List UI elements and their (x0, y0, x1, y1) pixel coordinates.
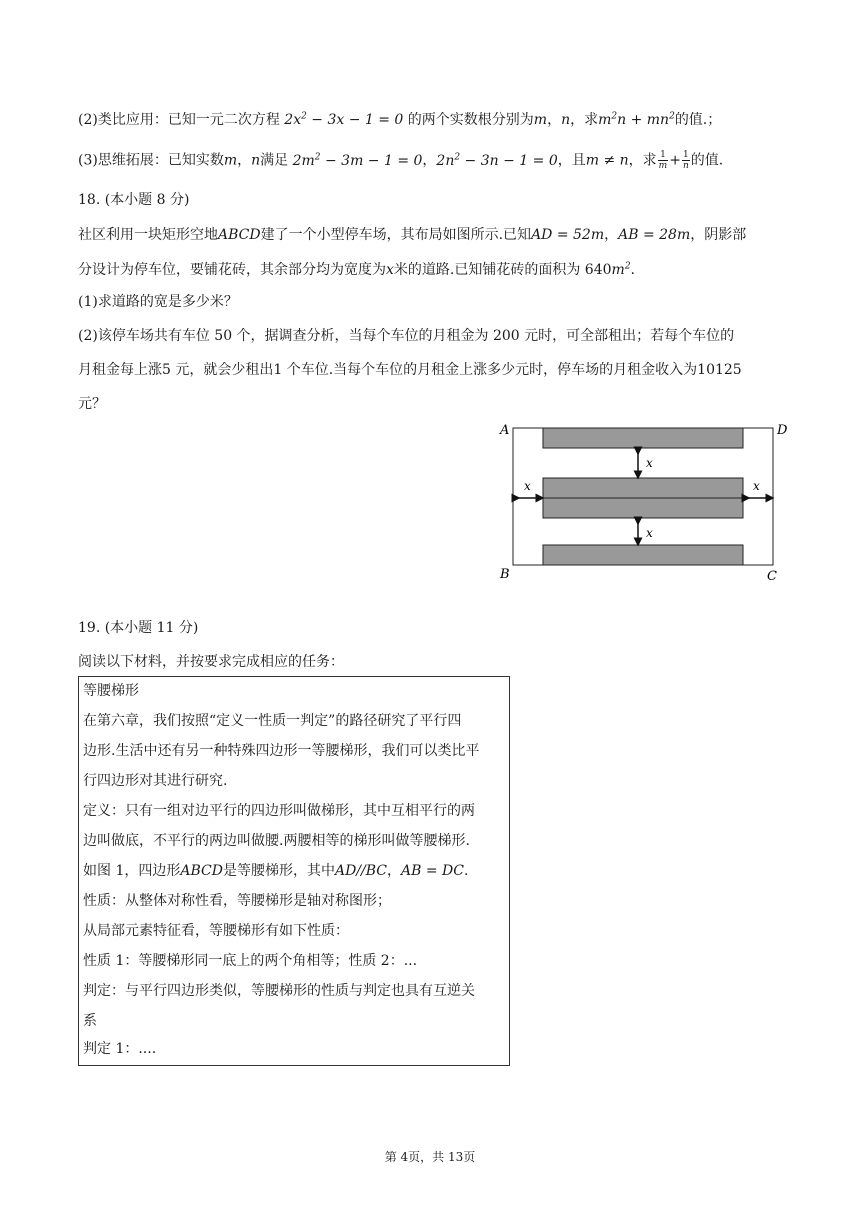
box-line: 在第六章，我们按照“定义一性质一判定”的路径研究了平行四 (83, 713, 462, 729)
box-line: 边形.生活中还有另一种特殊四边形一等腰梯形，我们可以类比平 (83, 743, 480, 759)
label-x-left: x (524, 479, 531, 493)
material-box (78, 676, 510, 1066)
q17-part3: (3)思维拓展：已知实数m，n满足 $2m^2 - 3m - 1 = 0$，$2n^2 - 3n - 1 = 0$，且m ≠ n，求 $\frac{1}{m}$ + $\frac{1}{n}$ 的值. (78, 150, 724, 171)
q18-sub1: (1)求道路的宽是多少米？ (78, 294, 238, 310)
label-d: D (777, 423, 788, 438)
q19-intro: 阅读以下材料，并按要求完成相应的任务： (78, 654, 344, 670)
label-x-top: x (646, 456, 653, 470)
parking-strip-bottom (543, 545, 743, 565)
box-line: 等腰梯形 (83, 683, 139, 699)
box-line: 行四边形对其进行研究. (83, 773, 228, 789)
box-line: 性质 1：等腰梯形同一底上的两个角相等；性质 2：... (83, 953, 418, 969)
parking-strip-middle-upper (543, 478, 743, 498)
q18-header: 18. (本小题 8 分) (78, 192, 190, 208)
q18-sub2-line2: 月租金每上涨5 元，就会少租出1 个车位.当每个车位的月租金上涨多少元时，停车场的月租金收入为10125 (78, 362, 742, 378)
page-footer: 第 4页，共 13页 (384, 1150, 476, 1164)
label-x-bottom: x (646, 526, 653, 540)
parking-strip-top (543, 428, 743, 448)
label-c: C (767, 569, 777, 584)
box-line-figure-ref: 如图 1，四边形ABCD是等腰梯形，其中AD//BC，AB = DC. (83, 863, 469, 879)
q17-part2: (2)类比应用：已知一元二次方程 $2x^2 - 3x - 1 = 0$ 的两个实数根分别为m，n，求$m^2n + mn^2$的值.； (78, 111, 722, 128)
box-line: 判定 1：.... (83, 1041, 157, 1057)
box-line: 定义：只有一组对边平行的四边形叫做梯形，其中互相平行的两 (83, 803, 475, 819)
q18-line2: 分设计为停车位，要铺花砖，其余部分均为宽度为x米的道路.已知铺花砖的面积为 $640m^2$. (78, 261, 635, 278)
box-line: 从局部元素特征看，等腰梯形有如下性质： (83, 923, 349, 939)
box-line: 系 (83, 1013, 97, 1029)
q18-sub2-line3: 元？ (78, 396, 106, 412)
label-x-right: x (753, 479, 760, 493)
q19-header: 19. (本小题 11 分) (78, 620, 199, 636)
parking-strip-middle-lower (543, 498, 743, 518)
box-line: 边叫做底，不平行的两边叫做腰.两腰相等的梯形叫做等腰梯形. (83, 833, 470, 849)
label-a: A (500, 423, 510, 438)
box-line: 判定：与平行四边形类似，等腰梯形的性质与判定也具有互逆关 (83, 983, 475, 999)
q18-line1: 社区利用一块矩形空地ABCD建了一个小型停车场，其布局如图所示.已知AD = 52m，AB = 28m，阴影部 (78, 227, 747, 243)
parking-lot-diagram (496, 418, 796, 588)
label-b: B (500, 567, 510, 582)
q18-sub2-line1: (2)该停车场共有车位 50 个，据调查分析，当每个车位的月租金为 200 元时，可全部租出；若每个车位的 (78, 328, 735, 344)
box-line: 性质：从整体对称性看，等腰梯形是轴对称图形； (83, 893, 391, 909)
